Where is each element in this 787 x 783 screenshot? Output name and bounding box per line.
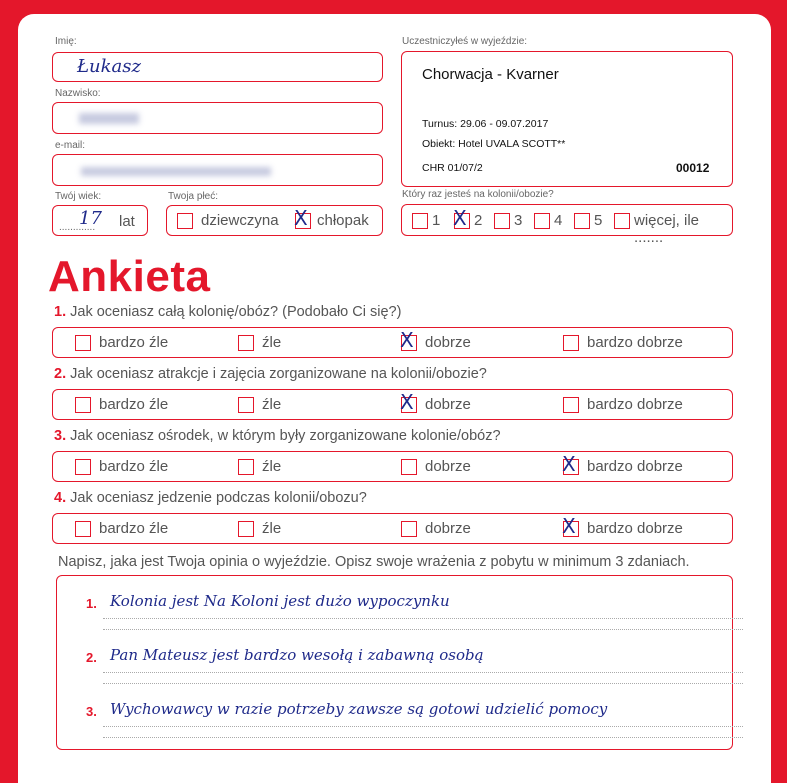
question-4-option-3-checkbox[interactable] [401, 521, 417, 537]
question-4-option-1-label: bardzo źle [99, 520, 169, 537]
question-1-option-3-label: dobrze [425, 334, 471, 351]
opinion-2-text: Pan Mateusz jest bardzo wesołą i zabawną osobą [110, 646, 484, 664]
survey-sheet [18, 14, 771, 783]
question-1-option-3-checkbox[interactable]: X [401, 335, 417, 351]
question-4-option-1-checkbox[interactable] [75, 521, 91, 537]
trip-code: CHR 01/07/2 [422, 162, 483, 174]
question-1-options [52, 327, 733, 358]
question-3-option-4-label: bardzo dobrze [587, 458, 683, 475]
which-time-4-checkbox[interactable] [534, 213, 550, 229]
opinion-1-number: 1. [86, 596, 97, 611]
blurred-surname [79, 113, 139, 124]
question-2-option-2-label: źle [262, 396, 282, 413]
question-3-option-1-label: bardzo źle [99, 458, 169, 475]
question-1-option-1-checkbox[interactable] [75, 335, 91, 351]
gender-female-label: dziewczyna [201, 212, 279, 229]
question-3-text: 3. Jak oceniasz ośrodek, w którym były zorganizowane kolonie/obóz? [54, 428, 501, 444]
trip-turnus: Turnus: 29.06 - 09.07.2017 [422, 118, 549, 130]
blurred-email [81, 167, 271, 176]
question-1-option-2-label: źle [262, 334, 282, 351]
participant-label: Uczestniczyłeś w wyjeździe: [402, 36, 528, 47]
surname-label: Nazwisko: [55, 88, 101, 99]
question-2-option-1-label: bardzo źle [99, 396, 169, 413]
which-time-field: 1 X 2 3 4 5 więcej, ile ....... [401, 204, 733, 236]
name-value: Łukasz [77, 56, 141, 77]
opinion-3-number: 3. [86, 704, 97, 719]
which-time-1-checkbox[interactable] [412, 213, 428, 229]
question-2-option-3-label: dobrze [425, 396, 471, 413]
question-3-option-2-label: źle [262, 458, 282, 475]
question-1-option-4-checkbox[interactable] [563, 335, 579, 351]
question-3-option-4-checkbox[interactable]: X [563, 459, 579, 475]
question-4-option-4-checkbox[interactable]: X [563, 521, 579, 537]
question-3-option-2-checkbox[interactable] [238, 459, 254, 475]
question-1-option-1-label: bardzo źle [99, 334, 169, 351]
question-4-option-2-checkbox[interactable] [238, 521, 254, 537]
age-value: 17 [79, 208, 102, 229]
which-time-2-checkbox[interactable]: X [454, 213, 470, 229]
question-2-option-2-checkbox[interactable] [238, 397, 254, 413]
question-3-option-3-checkbox[interactable] [401, 459, 417, 475]
email-field[interactable] [52, 154, 383, 186]
which-time-5-checkbox[interactable] [574, 213, 590, 229]
gender-field [166, 205, 383, 236]
gender-male-checkbox[interactable]: X [295, 213, 311, 229]
trip-obiekt: Obiekt: Hotel UVALA SCOTT** [422, 138, 566, 150]
opinion-1-text: Kolonia jest Na Koloni jest dużo wypoczynku [110, 592, 450, 610]
question-2-option-3-checkbox[interactable]: X [401, 397, 417, 413]
opinion-3-text: Wychowawcy w razie potrzeby zawsze są gotowi udzielić pomocy [110, 700, 608, 718]
question-3-option-3-label: dobrze [425, 458, 471, 475]
question-2-text: 2. Jak oceniasz atrakcje i zajęcia zorganizowane na kolonii/obozie? [54, 366, 487, 382]
name-field[interactable] [52, 52, 383, 82]
question-2-options [52, 389, 733, 420]
question-1-text: 1. Jak oceniasz całą kolonię/obóz? (Podobało Ci się?) [54, 304, 402, 320]
which-time-label: Który raz jesteś na kolonii/obozie? [402, 189, 554, 200]
form-number: 00012 [676, 161, 710, 175]
question-4-option-2-label: źle [262, 520, 282, 537]
question-4-option-4-label: bardzo dobrze [587, 520, 683, 537]
question-4-option-3-label: dobrze [425, 520, 471, 537]
trip-info-box [401, 51, 733, 187]
age-label: Twój wiek: [55, 191, 102, 202]
question-2-option-1-checkbox[interactable] [75, 397, 91, 413]
question-3-options [52, 451, 733, 482]
gender-male-label: chłopak [317, 212, 369, 229]
surname-field[interactable] [52, 102, 383, 134]
which-time-more-checkbox[interactable] [614, 213, 630, 229]
survey-title: Ankieta [48, 252, 211, 301]
name-label: Imię: [55, 36, 77, 47]
question-2-option-4-label: bardzo dobrze [587, 396, 683, 413]
age-field[interactable]: ............. 17 lat [52, 205, 148, 236]
email-label: e-mail: [55, 140, 86, 151]
trip-title: Chorwacja - Kvarner [422, 66, 559, 83]
which-time-3-checkbox[interactable] [494, 213, 510, 229]
opinion-2-number: 2. [86, 650, 97, 665]
question-1-option-2-checkbox[interactable] [238, 335, 254, 351]
question-2-option-4-checkbox[interactable] [563, 397, 579, 413]
question-1-option-4-label: bardzo dobrze [587, 334, 683, 351]
question-3-option-1-checkbox[interactable] [75, 459, 91, 475]
age-unit: lat [119, 213, 135, 230]
opinion-prompt: Napisz, jaka jest Twoja opinia o wyjeździe. Opisz swoje wrażenia z pobytu w minimum 3 zdaniach. [58, 554, 690, 570]
gender-female-checkbox[interactable] [177, 213, 193, 229]
question-4-options [52, 513, 733, 544]
question-4-text: 4. Jak oceniasz jedzenie podczas kolonii/obozu? [54, 490, 367, 506]
gender-label: Twoja płeć: [168, 191, 219, 202]
